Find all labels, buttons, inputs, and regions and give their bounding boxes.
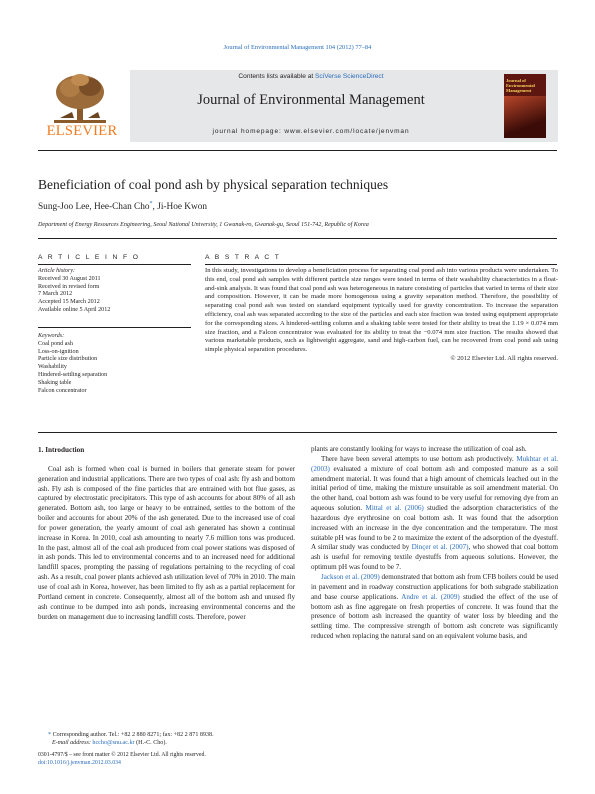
- journal-masthead: [38, 70, 558, 142]
- history-entry: Received 30 August 2011: [38, 275, 101, 282]
- header-divider: [38, 150, 557, 151]
- body-paragraph: [311, 573, 558, 642]
- abstract-bottom-divider: [38, 432, 557, 433]
- keyword: Washability: [38, 364, 67, 371]
- section-heading-introduction: 1. Introduction: [38, 446, 85, 454]
- cover-title-line: Journal of: [506, 78, 526, 83]
- keyword: Falcon concentrator: [38, 387, 87, 394]
- contents-prefix: Contents lists available at: [238, 73, 316, 80]
- journal-homepage: [130, 128, 492, 135]
- email-note: [38, 740, 295, 748]
- paragraph-text: , who showed that coal bottom ash is useful for removing textile dyestuffs from aqueous solutions. However, the optimum pH was found to be 7.: [311, 543, 558, 572]
- keywords-label: Keywords:: [38, 333, 65, 339]
- affiliation: Department of Energy Resources Engineering, Seoul National University, 1 Gwanak-ro, Gwanak-gu, Seoul 151-742, Republic of Korea: [38, 222, 369, 228]
- citation-link[interactable]: Dinçer et al. (2007): [411, 543, 469, 552]
- footnote-text: Corresponding author. Tel.: +82 2 880 8271; fax: +82 2 871 8938.: [51, 732, 214, 738]
- keywords-divider: [38, 327, 191, 328]
- paragraph-text: studied the adsorption characteristics of the hazardous dye erythrosine on coal bottom ash. It was found that the adsorption increased with an increase in the dye concentration and the temperature. The most suitable pH was found to be 2 to maximize the extent of the adsorption of the dyestuff. A similar study was conducted by: [311, 504, 559, 552]
- article-info-divider: [38, 264, 191, 265]
- corresponding-author-mark[interactable]: *: [149, 201, 153, 207]
- cover-thumbnail: [504, 74, 546, 138]
- article-title: Beneficiation of coal pond ash by physical separation techniques: [38, 177, 389, 192]
- abstract-copyright: © 2012 Elsevier Ltd. All rights reserved.: [450, 354, 558, 362]
- paragraph-text: studied the effect of the use of bottom ash as fine aggregate on fresh properties of concrete. It was found that the presence of bottom ash increased the quantity of water loss by bleeding and the settling time. The compressive strength of bottom ash concrete was significantly reduced when replacing the natural sand on an equivalent volume basis, and: [311, 592, 558, 641]
- footnote: [38, 732, 295, 748]
- history-entry: 7 March 2012: [38, 291, 73, 298]
- cover-image: [504, 96, 546, 138]
- affiliation-divider: [38, 238, 557, 239]
- corresponding-author-note: [38, 732, 295, 740]
- author-names-rest: , Ji-Hoe Kwon: [152, 202, 208, 213]
- journal-cover[interactable]: [492, 70, 558, 142]
- abstract: [205, 267, 558, 364]
- history-entry: Received in revised form: [38, 283, 100, 290]
- cover-title-line: Environmental: [506, 83, 535, 88]
- elsevier-logo[interactable]: [38, 70, 126, 142]
- publisher-name: ELSEVIER: [46, 123, 118, 139]
- keyword: Coal pond ash: [38, 340, 73, 347]
- keyword: Shaking table: [38, 379, 72, 386]
- paragraph-text: There have been several attempts to use bottom ash productively.: [321, 454, 517, 463]
- author-list: [38, 201, 558, 212]
- cover-title-line: Management: [506, 88, 532, 93]
- history-entry: Available online 5 April 2012: [38, 306, 111, 313]
- citation-link[interactable]: Jackson et al. (2009): [321, 572, 380, 581]
- keyword: Hindered-settling separation: [38, 371, 108, 378]
- elsevier-tree-icon: [52, 72, 108, 124]
- body-paragraph: Coal ash is formed when coal is burned in boilers that generate steam for power generation and industrial applications. There are two types of coal ash: fly ash and bottom ash. Fly ash is composed of the fine particles that are entrained with hot flue gases, as captured by electrostatic precipitators. This type of ash accounts for about 80% of all ash generated. Bottom ash, too large or heavy to be entrained, settles to the bottom of the boiler and accounts for about 20% of the ash generated. Due to the increased use of coal for power generation, the yearly amount of coal ash generated has shown a continual increase in Korea. In 2010, coal ash amounting to nearly 7.6 million tons was produced. In the past, almost all of the coal ash produced from coal power stations was disposed of in ash ponds. This led to environmental concerns and to an increased need for additional landfill spaces, prompting the passing of regulations pertaining to the recycling of coal ash. As a result, coal power plants achieved ash utilization level of 70% in 2010. The main use of coal ash in Korea, however, has been limited to fly ash as a partial replacement for Portland cement in concrete. Consequently, almost all of the bottom ash and unused fly ash continue to be dumped into ash ponds, increasing environmental concerns and the burden on management due to increasing landfill costs. Therefore, power: [38, 464, 295, 621]
- paragraph-text: evaluated a mixture of coal bottom ash and composted manure as a soil amendment material. It was found that a high amount of chemicals leached out in the initial period of time, making the mixture unsuitable as soil amendment material. On the other hand, coal bottom ash was found to be very useful for removing dye from an aqueous solution.: [311, 464, 558, 513]
- body-right-column: [311, 445, 558, 642]
- cover-title: [506, 78, 544, 93]
- email-link[interactable]: hccho@snu.ac.kr: [92, 739, 135, 746]
- paragraph-text: demonstrated that bottom ash from CFB boilers could be used in pavement and in roadway construction applications for both subgrade stabilization and base course applications.: [311, 572, 558, 601]
- keyword: Loss-on-ignition: [38, 348, 79, 355]
- footnote-mark[interactable]: *: [48, 732, 52, 738]
- article-info-heading: A R T I C L E I N F O: [38, 254, 140, 261]
- sciencedirect-link[interactable]: SciVerse ScienceDirect: [315, 73, 384, 80]
- email-label: E-mail address:: [52, 739, 93, 746]
- journal-title: Journal of Environmental Management: [197, 92, 425, 108]
- body-paragraph: [311, 455, 558, 573]
- publication-ids: [38, 752, 338, 767]
- citation-link[interactable]: Mittal et al. (2006): [365, 504, 424, 513]
- abstract-text: In this study, investigations to develop a beneficiation process for separating coal pond ash into various products were undertaken. To this end, coal pond ash samples with different particle size ranges were tested in terms of their washability characteristics in a float-and-sink analysis. It was found that coal pond ash was heterogeneous in nature consisting of particles that varied in terms of their size and composition. However, it can be made more homogenous using a gravity separation method. Therefore, the possibility of separating coal pond ash was tested on standard equipment typically used for gravity concentration. To increase the separation efficiency, coal ash was separated according to the size of the particles and each size fraction was tested using equipment appropriate for the corresponding sizes. A hindered-settling column and a shaking table were tested for their ability to treat the 1.19 × 0.074 mm size fraction, and a Falcon concentrator was evaluated for its ability to treat the −0.074 mm size fraction. The results showed that various marketable products, such as lightweight aggregate, sand and high-carbon fuel, can be recovered from coal pond ash using simple physical separation procedures.: [205, 267, 558, 354]
- keyword: Particle size distribution: [38, 356, 98, 363]
- body-left-column: [38, 446, 295, 622]
- body-paragraph: plants are constantly looking for ways to increase the utilization of coal ash.: [311, 445, 527, 453]
- keywords: [38, 333, 191, 395]
- contents-availability: [130, 73, 492, 80]
- email-suffix: (H.-C. Cho).: [134, 739, 167, 746]
- citation-link[interactable]: Andre et al. (2009): [401, 592, 460, 601]
- doi-link[interactable]: doi:10.1016/j.jenvman.2012.03.034: [38, 759, 121, 766]
- journal-reference[interactable]: Journal of Environmental Management 104 (2012) 77–84: [223, 44, 372, 51]
- abstract-divider: [205, 264, 557, 265]
- author-names: Sung-Joo Lee, Hee-Chan Cho: [38, 202, 150, 213]
- masthead-banner: [130, 70, 492, 142]
- citation-link[interactable]: Mukhtar et al. (2003): [311, 454, 558, 473]
- history-entry: Accepted 15 March 2012: [38, 299, 100, 306]
- homepage-prefix: journal homepage:: [212, 128, 285, 135]
- article-history: [38, 268, 191, 315]
- article-history-label: Article history:: [38, 268, 76, 274]
- abstract-heading: A B S T R A C T: [205, 254, 281, 261]
- issn-line: 0301-4797/$ – see front matter © 2012 Elsevier Ltd. All rights reserved.: [38, 752, 206, 758]
- homepage-link[interactable]: www.elsevier.com/locate/jenvman: [284, 128, 410, 135]
